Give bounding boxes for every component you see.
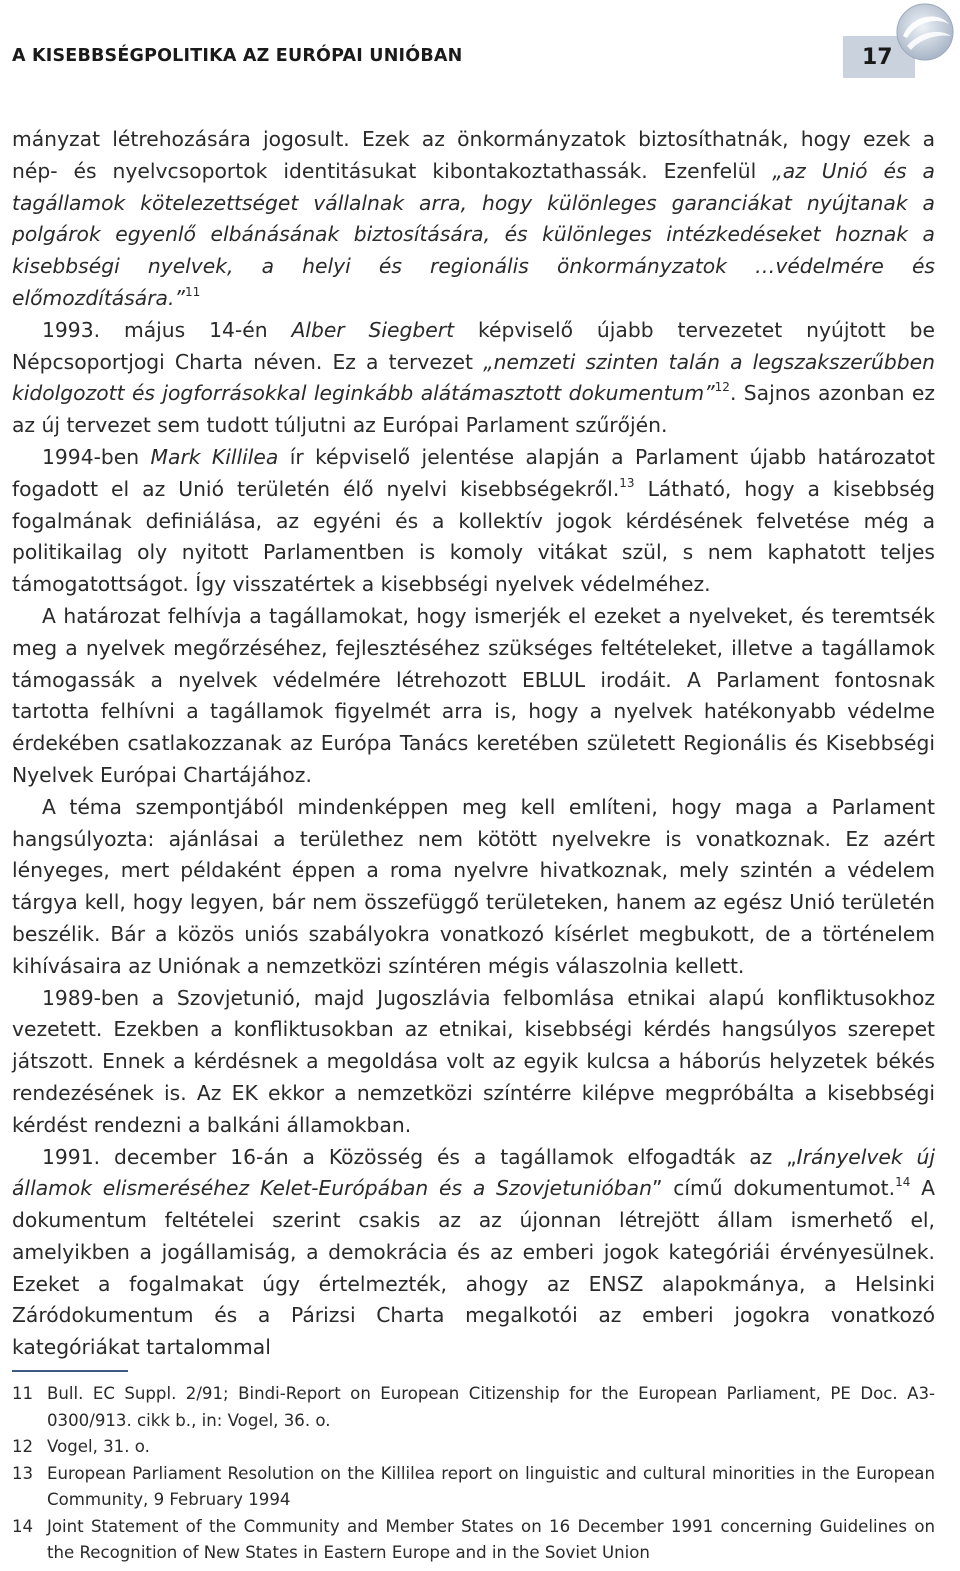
paragraph [12, 1142, 935, 1365]
paragraph: A határozat felhívja a tagállamokat, hogy ismerjék el ezeket a nyelveket, és teremtsék meg a nyelvek megőrzéséhez, fejlesztéséhez szükséges feltételeket, illetve a tagállamok támogassák a nyelvek védelmére létrehozott EBLUL irodáit. A Parlament fontosnak tartotta felhívni a tagállamok figyelmét arra is, hogy a nyelvek hatékonyabb védelme érdekében csatlakozzanak az Európa Tanács keretében született Regionális és Kisebbségi Nyelvek Európai Chartájához. [12, 603, 935, 787]
footnote-number: 13 [12, 1463, 34, 1483]
text-run: ír képviselő jelentése alapján a Parlament újabb határozatot fogadott el az Unió területén élő nyelvi kisebbségekről. [12, 444, 935, 501]
footnote-number: 14 [12, 1516, 34, 1536]
text-run: ” című dokumentumot. [651, 1176, 896, 1201]
text-run: Látható, hogy a kisebbség fogalmának definiálása, az egyéni és a kollektív jogok kérdésének felvetése még a politikailag oly nyitott Parlamentben is komoly vitákat szül, s nem kaphatott teljes támogatottságot. Így visszatértek a kisebbségi nyelvek védelméhez. [12, 476, 935, 597]
paragraph: A téma szempontjából mindenképpen meg kell említeni, hogy maga a Parlament hangsúlyozta: ajánlásai a területhez nem kötött nyelvekre is vonatkoznak. Ez azért lényeges, mert példaként éppen a roma nyelvre hivatkoznak, mely szintén a védelem tárgya kell, hogy legyen, bár nem összefüggő területeken, hanem az egész Unió területén beszélik. Bár a közös uniós szabályokra vonatkozó kísérlet megbukott, de a történelem kihívásaira az Uniónak a nemzetközi színtéren mégis válaszolnia kellett. [12, 794, 935, 978]
paragraph [12, 124, 935, 315]
text-run: . Sajnos azonban ez az új tervezet sem tudott túljutni az Európai Parlament szűrőjén. [12, 381, 935, 438]
footnote [12, 1514, 935, 1567]
footnote-ref[interactable]: 14 [895, 1175, 911, 1190]
footnote-text: European Parliament Resolution on the Killilea report on linguistic and cultural minorities in the European Community, 9 February 1994 [47, 1463, 935, 1509]
paragraph [12, 315, 935, 442]
text-run: 1991. december 16-án a Közösség és a tagállamok elfogadták az „ [42, 1144, 797, 1169]
ring-globe-logo-icon [893, 2, 957, 64]
quote-italic: „az Unió és a tagállamok kötelezettséget vállalnak arra, hogy különleges garanciákat nyújtanak a polgárok egyenlő elbánásának biztosítására, és különleges intézkedéseket hoznak a kisebbségi nyelvek, a helyi és regionális önkormányzatok …védelmére és előmozdítására.” [12, 158, 935, 310]
main-text [12, 124, 935, 1364]
footnotes [12, 1381, 935, 1567]
footnote-ref[interactable]: 13 [619, 475, 635, 490]
footnote [12, 1381, 935, 1434]
footnote-text: Bull. EC Suppl. 2/91; Bindi-Report on European Citizenship for the European Parliament, PE Doc. A3-0300/913. cikk b., in: Vogel, 36. o. [47, 1384, 935, 1430]
footnote-number: 12 [12, 1437, 34, 1456]
paragraph: 1989-ben a Szovjetunió, majd Jugoszlávia felbomlása etnikai alapú konfliktusokhoz vezetett. Ezekben a konfliktusokban az etnikai, kisebbségi kérdés hangsúlyos szerepet játszott. Ennek a kérdésnek a megoldása volt az egyik kulcsa a háborús helyzetek békés rendezésének is. Az EK ekkor a nemzetközi színtérre kilépve megpróbálta a kisebbségi kérdést rendezni a balkáni államokban. [12, 985, 935, 1137]
running-title: A KISEBBSÉGPOLITIKA AZ EURÓPAI UNIÓBAN [12, 46, 463, 66]
footnote-ref[interactable]: 12 [714, 380, 730, 395]
text-run: A dokumentum feltételei szerint csakis az az újonnan létrejött állam ismerhető el, amelyikben a jogállamiság, a demokrácia és az emberi jogok kategóriái érvényesülnek. Ezeket a fogalmakat úgy értelmezték, ahogy az ENSZ alapokmánya, a Helsinki Záródokumentum és a Párizsi Charta megalkotói az emberi jogokra vonatkozó kategóriákat tartalommal [12, 1176, 936, 1360]
text-run: 1993. május 14-én [42, 317, 292, 342]
footnote-divider [12, 1370, 128, 1372]
footnote-text: Joint Statement of the Community and Member States on 16 December 1991 concerning Guidelines on the Recognition of New States in Eastern Europe and in the Soviet Union [47, 1516, 935, 1562]
name-italic: Alber Siegbert [291, 317, 455, 342]
page-header [0, 0, 960, 92]
text-run: képviselő újabb tervezetet nyújtott be Népcsoportjogi Charta néven. Ez a tervezet [12, 317, 935, 374]
paragraph [12, 442, 935, 601]
page-number: 17 [862, 45, 893, 70]
footnote-text: Vogel, 31. o. [47, 1437, 150, 1456]
quote-italic: „nemzeti szinten talán a legszakszerűbben kidolgozott és jogforrásokkal leginkább alátámasztott dokumentum” [12, 349, 935, 406]
footnote-number: 11 [12, 1384, 34, 1403]
text-run: mányzat létrehozására jogosult. Ezek az önkormányzatok biztosíthatnák, hogy ezek a nép- és nyelvcsoportok identitásukat kibontakoztathassák. Ezenfelül [12, 127, 935, 183]
footnote [12, 1461, 935, 1514]
text-run: 1994-ben [42, 444, 151, 469]
footnote [12, 1434, 935, 1461]
name-italic: Mark Killilea [150, 444, 279, 469]
title-italic: Irányelvek új államok elismeréséhez Kelet-Európában és a Szovjetunióban [12, 1144, 935, 1201]
footnote-ref[interactable]: 11 [184, 284, 201, 299]
